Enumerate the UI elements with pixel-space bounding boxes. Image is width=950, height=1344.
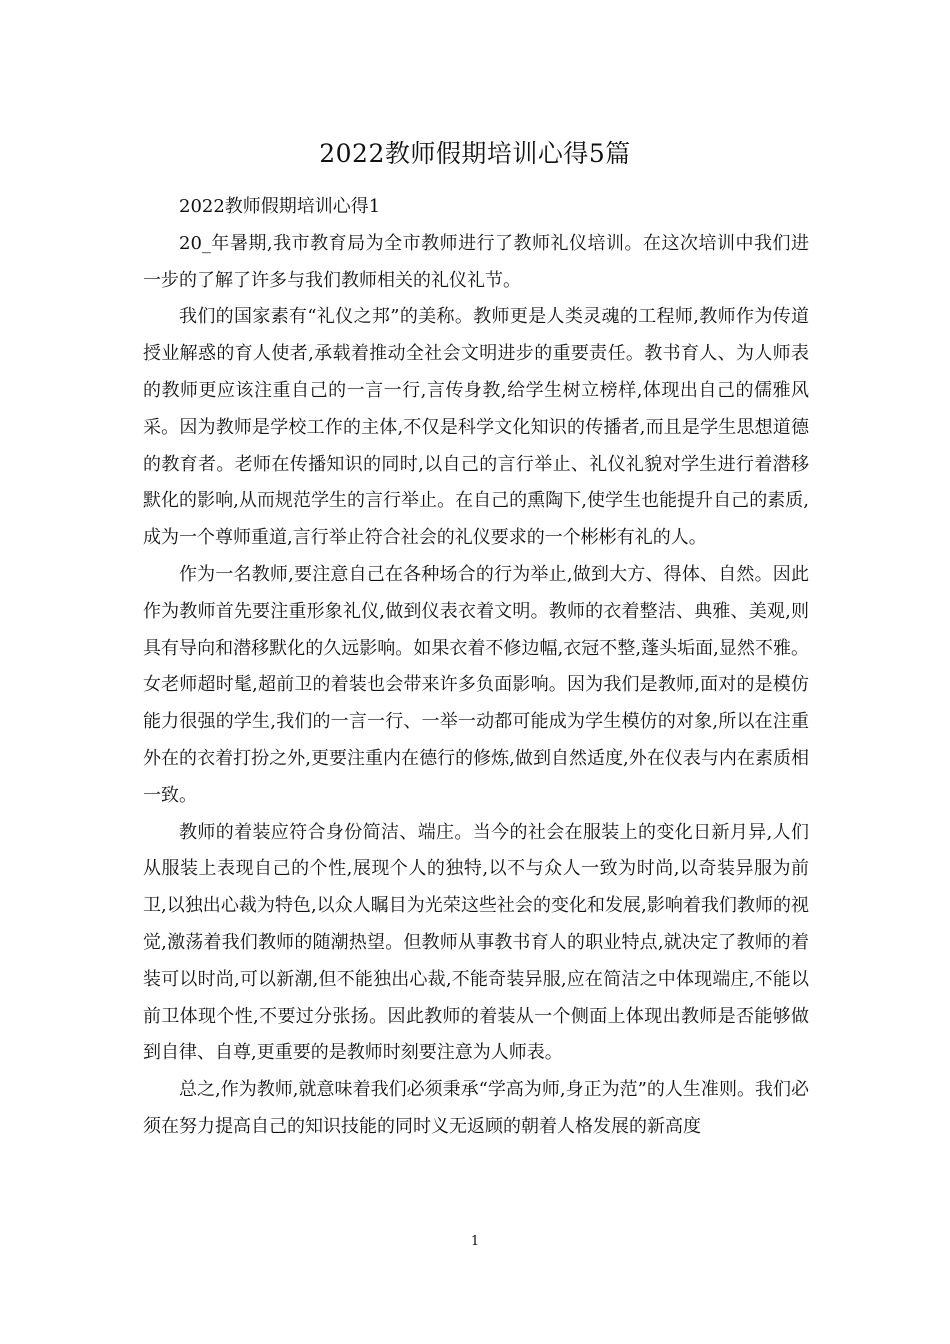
section-heading: 2022教师假期培训心得1 — [179, 196, 381, 217]
paragraph-2: 我们的国家素有“礼仪之邦”的美称。教师更是人类灵魂的工程师,教师作为传道授业解惑的育人使者,承载着推动全社会文明进步的重要责任。教书育人、为人师表的教师更应该注重自己的一言一行,言传身教,给学生树立榜样,体现出自己的儒雅风采。因为教师是学校工作的主体,不仅是科学文化知识的传播者,而且是学生思想道德的教育者。老师在传播知识的同时,以自己的言行举止、礼仪礼貌对学生进行着潜移默化的影响,从而规范学生的言行举止。在自己的熏陶下,使学生也能提升自己的素质,成为一个尊师重道,言行举止符合社会的礼仪要求的一个彬彬有礼的人。 — [143, 306, 809, 549]
page-number: 1 — [470, 1234, 480, 1249]
document-body — [143, 189, 809, 1146]
paragraph-4: 教师的着装应符合身份简洁、端庄。当今的社会在服装上的变化日新月异,人们从服装上表现自己的个性,展现个人的独特,以不与众人一致为时尚,以奇装异服为前卫,以独出心裁为特色,以众人瞩目为光荣这些社会的变化和发展,影响着我们教师的视觉,激荡着我们教师的随潮热望。但教师从事教书育人的职业特点,就决定了教师的着装可以时尚,可以新潮,但不能独出心裁,不能奇装异服,应在简洁之中体现端庄,不能以前卫体现个性,不要过分张扬。因此教师的着装从一个侧面上体现出教师是否能够做到自律、自尊,更重要的是教师时刻要注意为人师表。 — [143, 821, 809, 1064]
paragraph-5: 总之,作为教师,就意味着我们必须秉承“学高为师,身正为范”的人生准则。我们必须在努力提高自己的知识技能的同时义无返顾的朝着人格发展的新高度 — [143, 1079, 809, 1137]
paragraph-1: 20_年暑期,我市教育局为全市教师进行了教师礼仪培训。在这次培训中我们进一步的了解了许多与我们教师相关的礼仪礼节。 — [143, 232, 809, 291]
paragraph-3: 作为一名教师,要注意自己在各种场合的行为举止,做到大方、得体、自然。因此作为教师首先要注重形象礼仪,做到仪表衣着文明。教师的衣着整洁、典雅、美观,则具有导向和潜移默化的久远影响。如果衣着不修边幅,衣冠不整,蓬头垢面,显然不雅。女老师超时髦,超前卫的着装也会带来许多负面影响。因为我们是教师,面对的是模仿能力很强的学生,我们的一言一行、一举一动都可能成为学生模仿的对象,所以在注重外在的衣着打扮之外,更要注重内在德行的修炼,做到自然适度,外在仪表与内在素质相一致。 — [143, 563, 809, 806]
document-title: 2022教师假期培训心得5篇 — [319, 139, 631, 168]
